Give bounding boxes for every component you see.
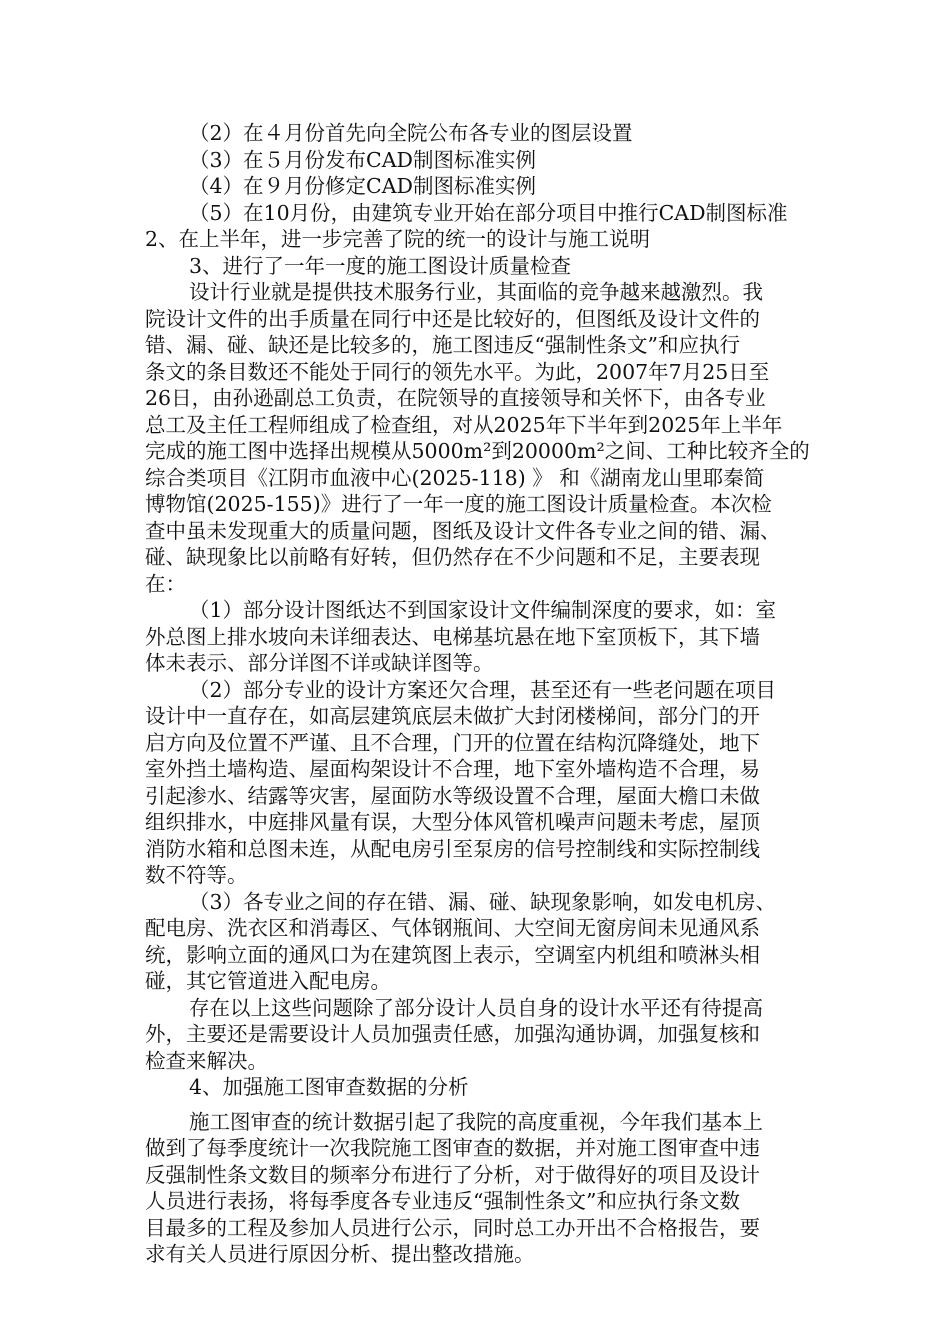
paragraph-line: 体未表示、部分详图不详或缺详图等。 — [145, 651, 494, 675]
paragraph-line: 外，主要还是需要设计人员加强责任感，加强沟通协调，加强复核和 — [145, 1022, 760, 1046]
paragraph-line: 检查来解决。 — [145, 1048, 268, 1073]
paragraph-line: 施工图审查的统计数据引起了我院的高度重视，今年我们基本上 — [189, 1109, 763, 1134]
paragraph-line: 在： — [145, 571, 186, 596]
paragraph-line: 组织排水，中庭排风量有误，大型分体风管机噪声问题未考虑，屋顶 — [145, 810, 760, 834]
list-item: （4）在９月份修定CAD制图标准实例 — [189, 174, 536, 198]
paragraph-line: 26日，由孙逊副总工负责，在院领导的直接领导和关怀下，由各专业 — [145, 386, 766, 410]
paragraph-gap — [145, 1101, 845, 1109]
paragraph-line: 引起渗水、结露等灾害，屋面防水等级设置不合理，屋面大檐口未做 — [145, 783, 760, 808]
section-heading: 4、加强施工图审查数据的分析 — [189, 1075, 469, 1099]
paragraph-line: 存在以上这些问题除了部分设计人员自身的设计水平还有待提高 — [189, 995, 763, 1020]
paragraph-line: 总工及主任工程师组成了检查组，对从2025年下半年到2025年上半年 — [145, 412, 783, 437]
paragraph-line: 启方向及位置不严谨、且不合理，门开的位置在结构沉降缝处，地下 — [145, 730, 760, 755]
paragraph-line: （1）部分设计图纸达不到国家设计文件编制深度的要求，如：室 — [189, 598, 777, 622]
paragraph-line: 设计中一直存在，如高层建筑底层未做扩大封闭楼梯间，部分门的开 — [145, 704, 760, 728]
paragraph-line: （3）各专业之间的存在错、漏、碰、缺现象影响，如发电机房、 — [189, 889, 777, 914]
paragraph-line: 完成的施工图中选择出规模从5000m²到20000m²之间、工种比较齐全的 — [145, 439, 810, 463]
document-body — [145, 120, 845, 1268]
paragraph-line: 博物馆(2025-155)》进行了一年一度的施工图设计质量检查。本次检 — [145, 492, 772, 516]
paragraph-line: 人员进行表扬，将每季度各专业违反“强制性条文”和应执行条文数 — [145, 1189, 740, 1213]
paragraph-line: 碰、缺现象比以前略有好转，但仍然存在不少问题和不足，主要表现 — [145, 545, 760, 569]
paragraph-line: 查中虽未发现重大的质量问题，图纸及设计文件各专业之间的错、漏、 — [145, 518, 781, 543]
paragraph-line: 室外挡土墙构造、屋面构架设计不合理，地下室外墙构造不合理，易 — [145, 757, 760, 781]
paragraph-line: 综合类项目《江阴市血液中心(2025-118) 》 和《湖南龙山里耶秦简 — [145, 465, 765, 490]
paragraph-line: 碰，其它管道进入配电房。 — [145, 969, 391, 993]
paragraph-line: 做到了每季度统计一次我院施工图审查的数据，并对施工图审查中违 — [145, 1136, 760, 1160]
paragraph-line: 求有关人员进行原因分析、提出整改措施。 — [145, 1242, 535, 1266]
section-heading: 3、进行了一年一度的施工图设计质量检查 — [189, 253, 572, 278]
paragraph-line: 消防水箱和总图未连，从配电房引至泵房的信号控制线和实际控制线 — [145, 836, 760, 861]
paragraph-line: 院设计文件的出手质量在同行中还是比较好的，但图纸及设计文件的 — [145, 306, 760, 331]
list-item: （5）在10月份，由建筑专业开始在部分项目中推行CAD制图标准 — [189, 200, 788, 225]
paragraph-line: 目最多的工程及参加人员进行公示，同时总工办开出不合格报告，要 — [145, 1215, 760, 1240]
paragraph-line: 数不符等。 — [145, 863, 248, 887]
paragraph-line: 配电房、洗衣区和消毒区、气体钢瓶间、大空间无窗房间未见通风系 — [145, 916, 760, 940]
paragraph-line: 条文的条目数还不能处于同行的领先水平。为此，2007年7月25日至 — [145, 359, 770, 384]
paragraph-line: （2）部分专业的设计方案还欠合理，甚至还有一些老问题在项目 — [189, 677, 777, 702]
list-item: （3）在５月份发布CAD制图标准实例 — [189, 147, 536, 172]
paragraph-line: 反强制性条文数目的频率分布进行了分析，对于做得好的项目及设计 — [145, 1162, 760, 1187]
paragraph-line: 设计行业就是提供技术服务行业，其面临的竞争越来越激烈。我 — [189, 280, 763, 304]
paragraph-line: 统，影响立面的通风口为在建筑图上表示，空调室内机组和喷淋头相 — [145, 942, 760, 967]
paragraph-line: 外总图上排水坡向未详细表达、电梯基坑悬在地下室顶板下，其下墙 — [145, 624, 760, 649]
paragraph-line: 错、漏、碰、缺还是比较多的，施工图违反“强制性条文”和应执行 — [145, 333, 740, 357]
section-heading: 2、在上半年，进一步完善了院的统一的设计与施工说明 — [145, 227, 651, 251]
list-item: （2）在４月份首先向全院公布各专业的图层设置 — [189, 121, 633, 145]
